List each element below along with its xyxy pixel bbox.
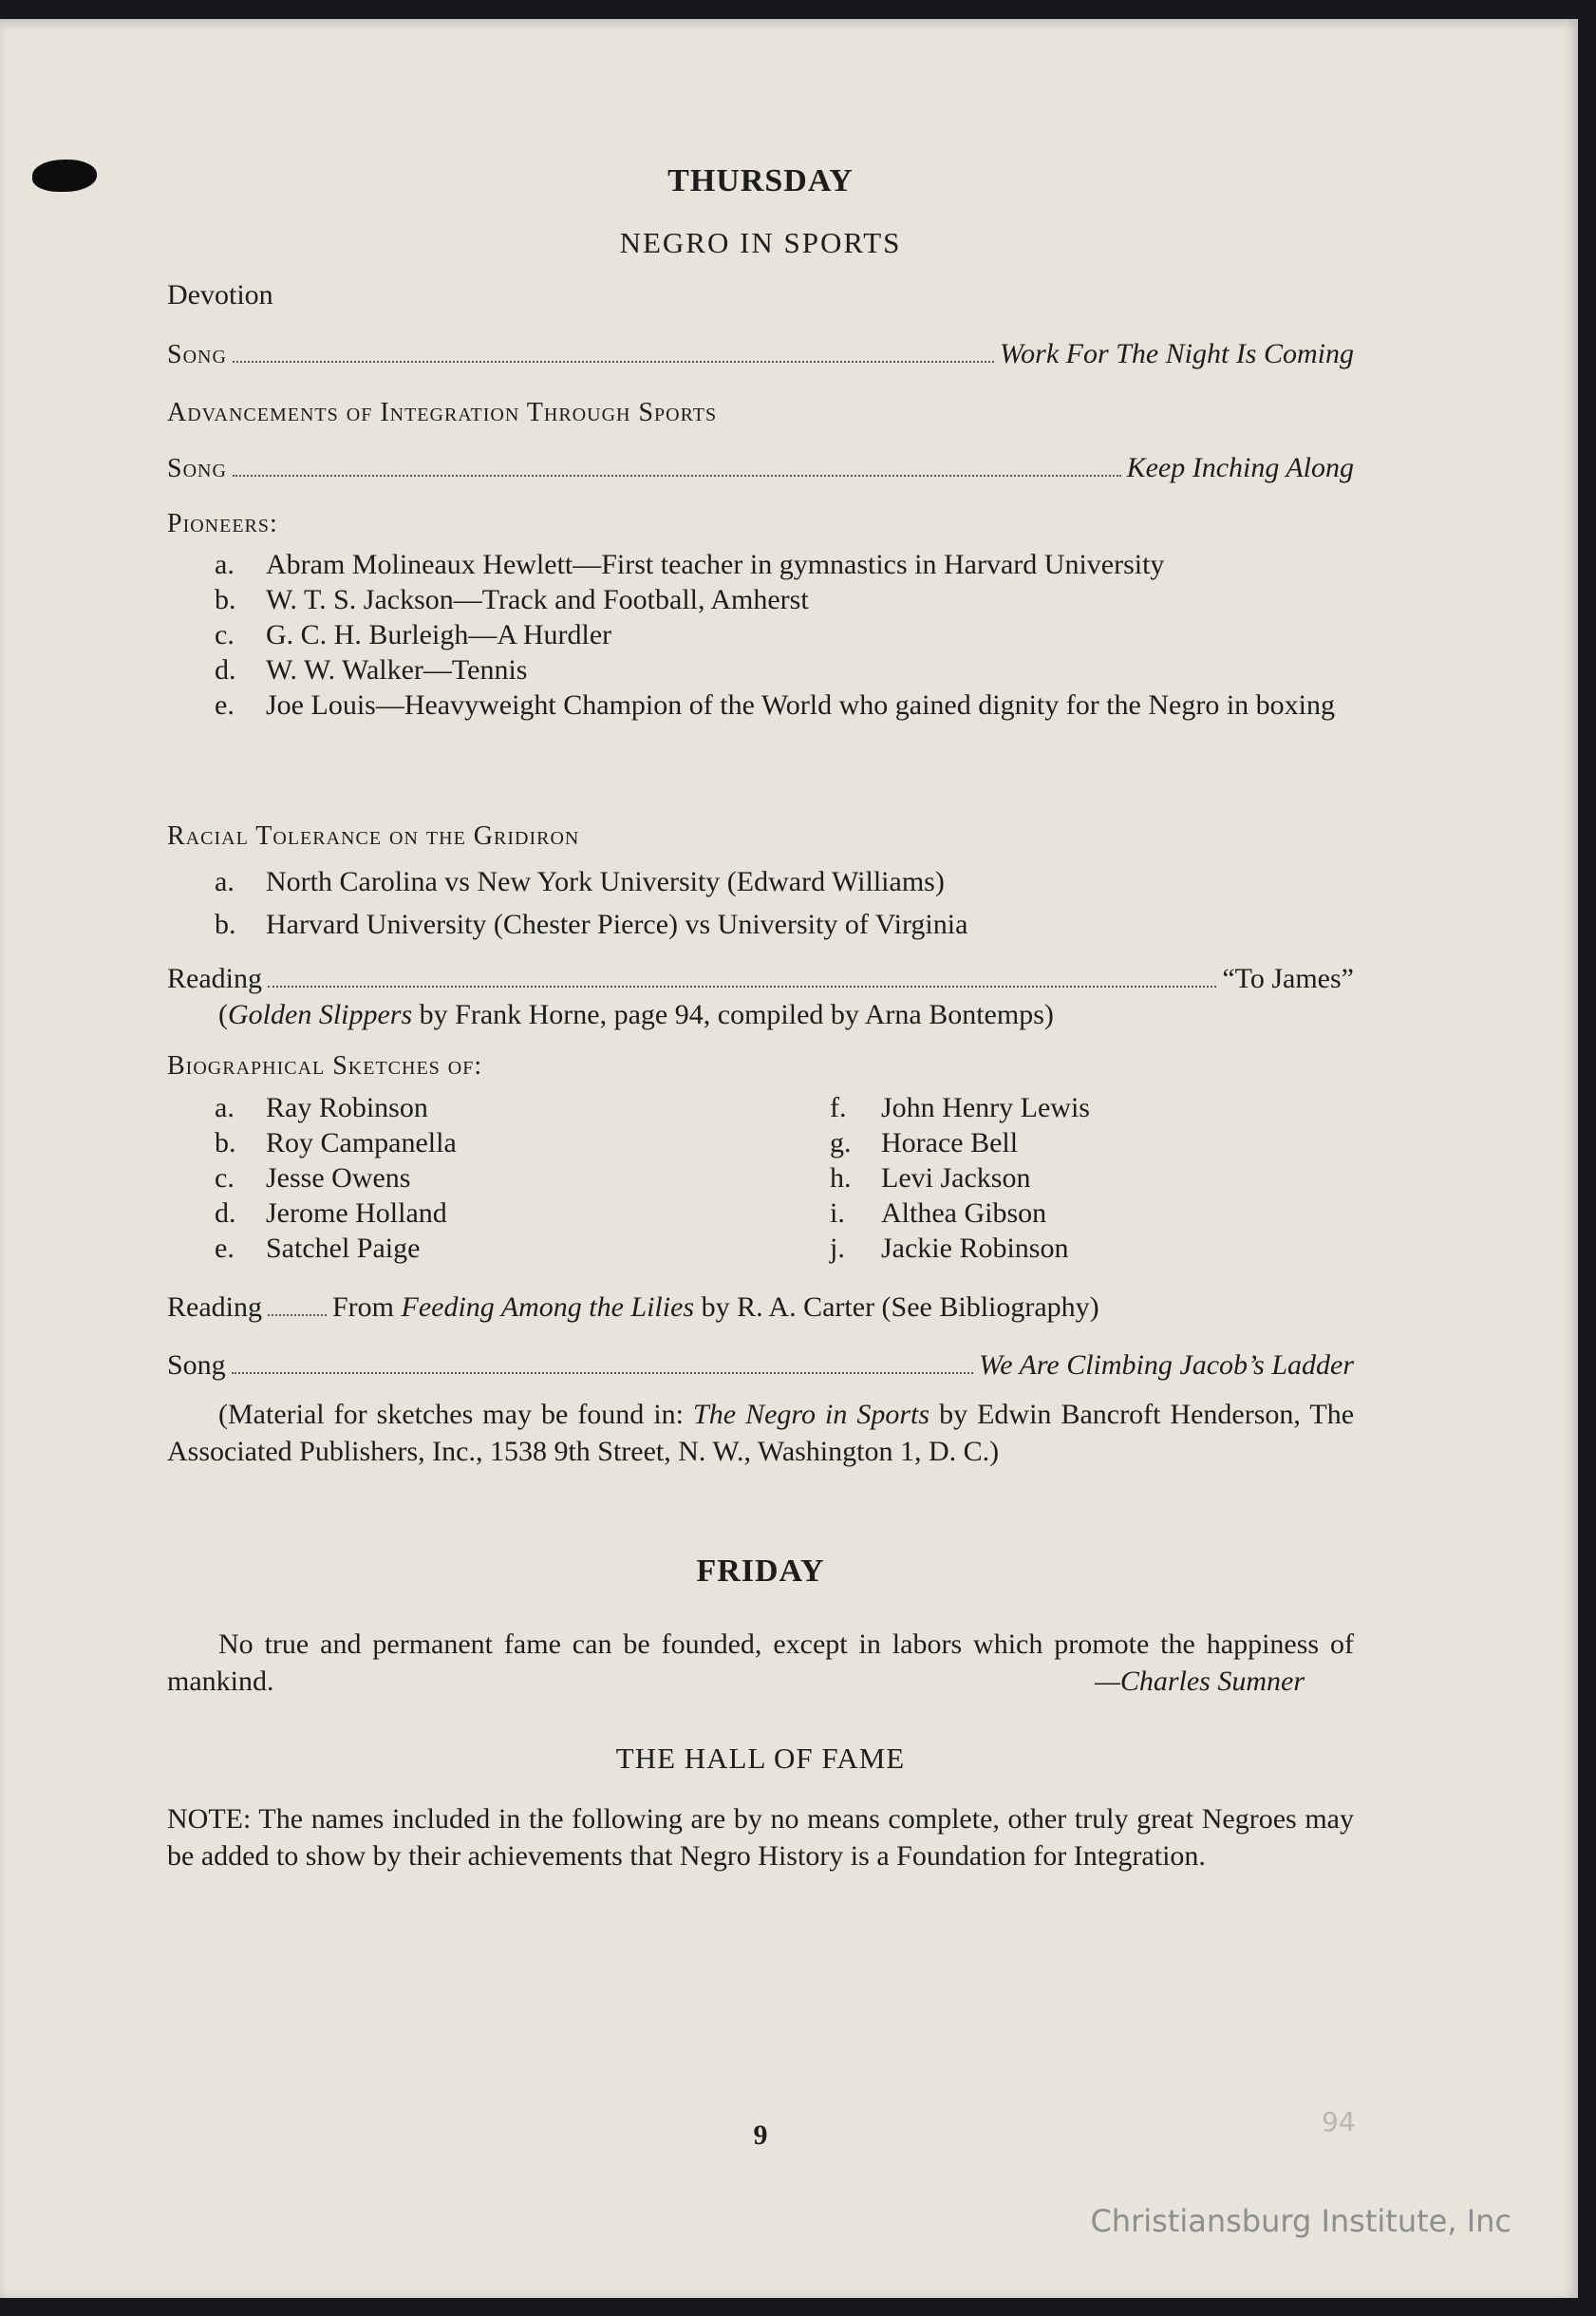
- bio-column-right: [830, 1090, 1399, 1266]
- list-item: a. Ray Robinson: [215, 1092, 428, 1123]
- ink-blot: [32, 160, 97, 192]
- book-title: Feeding Among the Lilies: [401, 1291, 695, 1323]
- advancements-heading: Advancements of Integration Through Sports: [167, 398, 718, 427]
- biographical-sketches-heading: Biographical Sketches of:: [167, 1051, 483, 1081]
- book-title: Golden Slippers: [228, 999, 413, 1030]
- bio-column-left: [215, 1090, 830, 1266]
- thursday-heading: THURSDAY: [667, 163, 854, 198]
- pencil-mark: 94: [1322, 2106, 1356, 2137]
- list-item: e. Joe Louis—Heavyweight Champion of the World who gained dignity for the Negro in boxing: [215, 689, 1336, 721]
- song-line-3: [167, 1347, 1354, 1384]
- song-label: Song: [167, 1349, 226, 1381]
- dotted-leader: [233, 361, 994, 363]
- reading-title: “To James”: [1222, 963, 1354, 994]
- list-item: a. Abram Molineaux Hewlett—First teacher in gymnastics in Harvard University: [215, 549, 1165, 580]
- friday-heading: FRIDAY: [696, 1553, 825, 1589]
- reading-source: From Feeding Among the Lilies by R. A. Carter (See Bibliography): [331, 1291, 1099, 1323]
- pioneers-list: [215, 547, 1354, 723]
- list-item: b. W. T. S. Jackson—Track and Football, Amherst: [215, 584, 809, 615]
- reading-line-2: [167, 1290, 1354, 1326]
- racial-tolerance-heading: Racial Tolerance on the Gridiron: [167, 821, 580, 851]
- page-number: 9: [753, 2119, 768, 2151]
- dotted-leader: [268, 986, 1216, 988]
- dotted-leader: [233, 475, 1121, 477]
- song-title: Keep Inching Along: [1126, 452, 1354, 483]
- list-item: g. Horace Bell: [830, 1127, 1019, 1158]
- list-item: c. G. C. H. Burleigh—A Hurdler: [215, 619, 612, 650]
- dotted-leader: [268, 1314, 327, 1316]
- reading-note: (Golden Slippers by Frank Horne, page 94, compiled by Arna Bontemps): [218, 999, 1054, 1030]
- book-title: The Negro in Sports: [693, 1399, 930, 1430]
- list-item: j. Jackie Robinson: [830, 1233, 1069, 1264]
- list-item: b. Roy Campanella: [215, 1127, 457, 1158]
- song-title: We Are Climbing Jacob’s Ladder: [979, 1349, 1354, 1381]
- document-page: [0, 19, 1578, 2298]
- list-item: h. Levi Jackson: [830, 1162, 1031, 1194]
- reading-label: Reading: [167, 963, 262, 994]
- racial-list: [215, 860, 1354, 946]
- song-line-1: [167, 336, 1354, 373]
- list-item: e. Satchel Paige: [215, 1233, 421, 1264]
- biographical-columns: [215, 1090, 1399, 1266]
- list-item: d. W. W. Walker—Tennis: [215, 654, 528, 686]
- thursday-subheading: NEGRO IN SPORTS: [619, 226, 902, 259]
- material-note: (Material for sketches may be found in: The Negro in Sports by Edwin Bancroft Henderson, The Associated Publishers, Inc., 1538 9th Street, N. W., Washington 1, D. C.): [167, 1399, 1355, 1467]
- list-item: f. John Henry Lewis: [830, 1092, 1090, 1123]
- friday-quote: No true and permanent fame can be founded, except in labors which promote the happiness of mankind.: [167, 1629, 1354, 1697]
- song-line-2: [167, 450, 1354, 487]
- song-title: Work For The Night Is Coming: [999, 338, 1354, 369]
- list-item: d. Jerome Holland: [215, 1197, 447, 1229]
- reading-line-1: [167, 961, 1354, 997]
- quote-author: —Charles Sumner: [1095, 1666, 1305, 1697]
- song-label: Song: [167, 454, 227, 483]
- reading-label: Reading: [167, 1291, 262, 1323]
- devotion: Devotion: [167, 279, 273, 311]
- list-item: c. Jesse Owens: [215, 1162, 411, 1194]
- hall-of-fame-note: NOTE: The names included in the following are by no means complete, other truly great Negroes may be added to show by their achievements that Negro History is a Foundation for Integration.: [167, 1803, 1354, 1872]
- list-item: i. Althea Gibson: [830, 1197, 1047, 1229]
- hall-of-fame-heading: THE HALL OF FAME: [615, 1742, 906, 1775]
- dotted-leader: [232, 1372, 973, 1374]
- watermark: Christiansburg Institute, Inc: [1090, 2203, 1512, 2239]
- list-item: b. Harvard University (Chester Pierce) vs University of Virginia: [215, 909, 968, 940]
- song-label: Song: [167, 340, 227, 369]
- list-item: a. North Carolina vs New York University (Edward Williams): [215, 866, 945, 897]
- pioneers-label: Pioneers:: [167, 509, 278, 538]
